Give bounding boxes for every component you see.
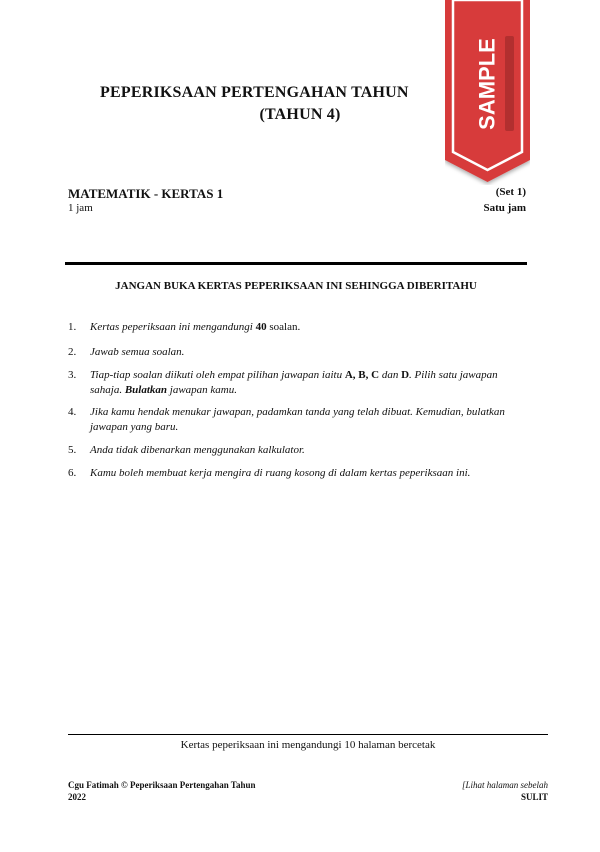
page-count-note: Kertas peperiksaan ini mengandungi 10 halaman bercetak: [180, 739, 436, 751]
duration-words: Satu jam: [483, 202, 526, 214]
instruction-number: 4.: [68, 406, 77, 418]
instruction-number: 5.: [68, 444, 77, 456]
instruction-text: Anda tidak dibenarkan menggunakan kalkulator.: [90, 444, 305, 456]
header-divider: [65, 262, 527, 265]
subject-name: MATEMATIK - KERTAS 1: [68, 186, 224, 201]
instruction-number: 2.: [68, 346, 77, 358]
instruction-number: 6.: [68, 467, 77, 479]
classification-label: SULIT: [520, 792, 548, 802]
instruction-text: Jika kamu hendak menukar jawapan, padamkan tanda yang telah dibuat. Kemudian, bulatkan jawapan yang baru.: [90, 406, 505, 433]
warning-notice: JANGAN BUKA KERTAS PEPERIKSAAN INI SEHINGGA DIBERITAHU: [115, 280, 477, 292]
instruction-number: 1.: [68, 321, 77, 333]
instruction-number: 3.: [68, 369, 77, 381]
footer-divider: [68, 734, 548, 735]
exam-title: PEPERIKSAAN PERTENGAHAN TAHUN: [100, 84, 409, 101]
instruction-text: Jawab semua soalan.: [90, 346, 185, 358]
copyright-year: 2022: [68, 792, 86, 802]
sample-ribbon-badge: [445, 0, 530, 185]
copyright-line: Cgu Fatimah © Peperiksaan Pertengahan Tahun: [68, 780, 256, 790]
instruction-text: Kamu boleh membuat kerja mengira di ruang kosong di dalam kertas peperiksaan ini.: [90, 467, 471, 479]
next-page-note: [Lihat halaman sebelah: [461, 780, 548, 790]
instruction-text: Tiap-tiap soalan diikuti oleh empat pilihan jawapan iaitu A, B, C dan D. Pilih satu jawapan sahaja. Bulatkan jawapan kamu.: [90, 369, 498, 396]
set-number: (Set 1): [495, 186, 526, 198]
sample-label: SAMPLE: [474, 38, 500, 130]
instruction-text: Kertas peperiksaan ini mengandungi 40 soalan.: [90, 321, 301, 333]
exam-year-level: (TAHUN 4): [259, 106, 341, 123]
duration: 1 jam: [68, 202, 93, 214]
